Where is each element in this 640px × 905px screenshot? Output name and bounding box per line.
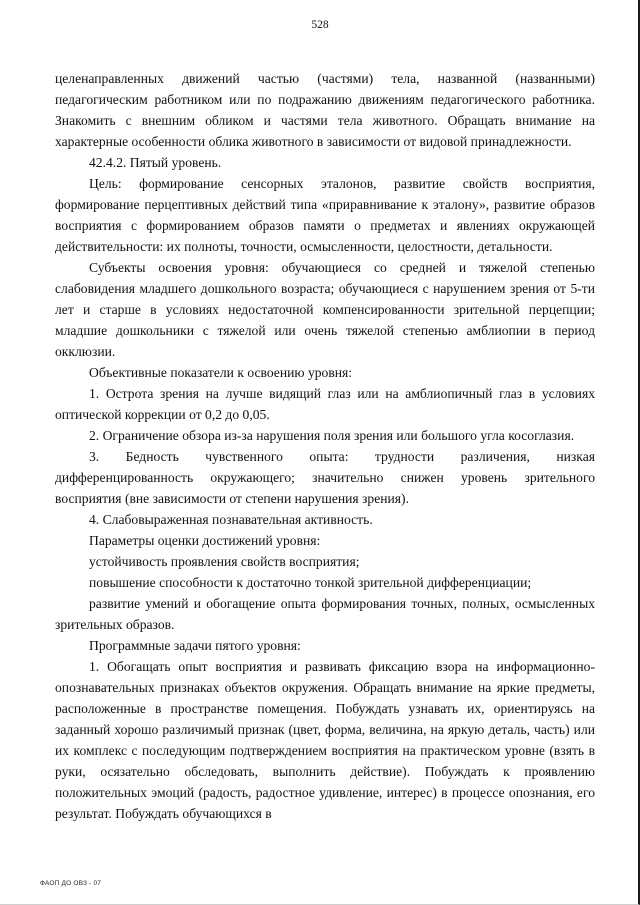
indicator-item-3: 3. Бедность чувственного опыта: трудности различения, низкая дифференцированность окружающего; значительно снижен уровень зрительного восприятия (вне зависимости от степени нарушения зрения). (55, 449, 595, 506)
parameter-item-2: повышение способности к достаточно тонкой зрительной дифференциации; (89, 575, 532, 590)
paragraph-parameters-heading: Параметры оценки достижений уровня: (89, 533, 321, 548)
page-number: 528 (311, 19, 329, 31)
paragraph-indicators-heading: Объективные показатели к освоению уровня: (89, 365, 353, 380)
indicator-item-1: 1. Острота зрения на лучше видящий глаз или на амблиопичный глаз в условиях оптической коррекции от 0,2 до 0,05. (55, 386, 595, 422)
paragraph-goal: Цель: формирование сенсорных эталонов, развитие свойств восприятия, формирование перцептивных действий типа «приравнивание к эталону», развитие образов восприятия с формированием образов памяти о предметах и явлениях окружающей действительности: их полноты, точности, осмысленности, целостности, детальности. (55, 176, 595, 254)
parameter-item-3: развитие умений и обогащение опыта формирования точных, полных, осмысленных зрительных образов. (55, 596, 595, 632)
indicator-item-4: 4. Слабовыраженная познавательная активность. (89, 512, 373, 527)
section-heading: 42.4.2. Пятый уровень. (89, 155, 222, 170)
page-footer: ФАОП ДО ОВЗ - 07 (40, 880, 102, 887)
parameter-item-1: устойчивость проявления свойств восприятия; (89, 554, 360, 569)
paragraph-continuation: целенаправленных движений частью (частями) тела, названной (названными) педагогическим работником или по подражанию движениям педагогического работника. Знакомить с внешним обликом и частями тела животного. Обращать внимание на характерные особенности облика животного в зависимости от видовой принадлежности. (55, 71, 595, 149)
task-item-1: 1. Обогащать опыт восприятия и развивать фиксацию взора на информационно-опознавательных признаках объектов окружения. Обращать внимание на яркие предметы, расположенные в пространстве помещения. Побуждать узнавать их, ориентируясь на заданный хорошо различимый признак (цвет, форма, величина, на яркую деталь, часть) или их комплекс с последующим подтверждением восприятия на практическом уровне (взять в руки, осязательно обследовать, выполнить действие). Побуждать к проявлению положительных эмоций (радость, радостное удивление, интерес) в процессе опознания, его результат. Побуждать обучающихся в (55, 659, 595, 821)
paragraph-subjects: Субъекты освоения уровня: обучающиеся со средней и тяжелой степенью слабовидения младшего дошкольного возраста; обучающиеся с нарушением зрения от 5-ти лет и старше в условиях недостаточной компенсированности зрительной перцепции; младшие дошкольники с тяжелой или очень тяжелой степенью амблиопии в период окклюзии. (55, 260, 595, 359)
body-text (55, 68, 595, 824)
indicator-item-2: 2. Ограничение обзора из-за нарушения поля зрения или большого угла косоглазия. (89, 428, 575, 443)
paragraph-tasks-heading: Программные задачи пятого уровня: (89, 638, 301, 653)
